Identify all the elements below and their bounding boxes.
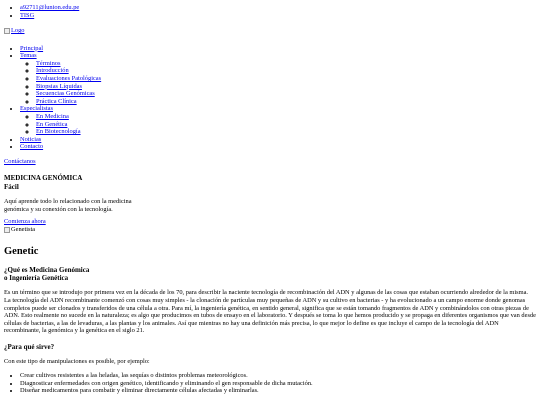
question-heading-line2: o Ingeniería Genética [4,274,69,283]
uses-list [4,372,536,395]
nav-item-principal [20,45,536,53]
submenu-item [36,128,536,136]
nav-link-medicina[interactable]: En Medicina [36,112,69,120]
nav-link-terminos[interactable]: Términos [36,59,61,67]
uses-intro: Con este tipo de manipulaciones es posible, por ejemplo: [4,358,150,366]
especialistas-submenu [20,113,536,136]
submenu-item [36,98,536,106]
temas-submenu [20,60,536,106]
top-link-item [20,4,536,12]
list-item: • Diseñar medicamentos para combatir y eliminar directamente células afectadas y eliminarlas. [20,387,536,395]
top-links [4,4,536,19]
main-nav [4,45,536,151]
tisg-link[interactable]: TISG [20,11,35,19]
nav-item-temas [20,52,536,105]
nav-link-biopsias[interactable]: Biopsias Líquidas [36,82,82,90]
submenu-item [36,83,536,91]
submenu-item [36,90,536,98]
hero-image-alt: Genetista [11,226,36,234]
submenu-item [36,121,536,129]
logo-alt-text: Logo [11,27,25,35]
submenu-item [36,113,536,121]
list-item: • Crear cultivos resistentes a las heladas, las sequías o distintos problemas meteorológicos. [20,372,536,380]
hero-title-line2: Fácil [4,182,19,191]
submenu-item [36,75,536,83]
uses-heading: ¿Para qué sirve? [4,343,55,352]
nav-link-principal[interactable]: Principal [20,44,44,52]
nav-item-noticias [20,136,536,144]
hero-text: Aquí aprende todo lo relacionado con la medicina genómica y su conexión con la tecnología. [4,198,132,213]
list-item: • Diagnosticar enfermedades con origen genético, identificando y eliminando el gen responsable de dicha mutación. [20,380,536,388]
section-title: Genetic [4,245,39,257]
hero-title-line1: MEDICINA GENÓMICA [4,174,83,183]
submenu-item [36,60,536,68]
contact-us-link[interactable]: Contáctanos [4,157,36,165]
nav-link-biotecnologia[interactable]: En Biotecnología [36,128,81,136]
nav-link-noticias[interactable]: Noticias [20,135,42,143]
top-link-item [20,12,536,20]
nav-item-especialistas [20,105,536,135]
nav-link-secuencias[interactable]: Secuencias Genómicas [36,90,95,98]
definition-paragraph: Es un término que se introdujo por primera vez en la década de los 70, para describir la naciente tecnología de recombinación del ADN y algunas de las cosas que estaban ocurriendo alrededor de la misma. La tecnología del ADN recombinante comenzó con cosas muy simples - la clonación de partículas muy pequeñas de ADN y su cultivo en bacterias - y ha evolucionado a un campo enorme donde genomas completos puede ser clonados y transferidos de una célula a otra. Para mí, la ingeniería genética, en sentido general, significa que se están tomando fragmentos de ADN y combinándolos con otras piezas de ADN. Esto realmente no sucede en la naturaleza; es algo que producimos en tubos de ensayo en el laboratorio. Y después se toma lo que hemos producido y se propaga en diferentes organismos que van desde células de bacterias, a las de levaduras, a las plantas y los animales. Así que mientras no hay una definición más precisa, lo que mejor lo define es que incluye el campo de la tecnología del ADN recombinante, la genómica y la genética en el siglo 21. [4,289,536,335]
nav-link-contacto[interactable]: Contacto [20,143,44,151]
submenu-item [36,67,536,75]
hero-image [4,226,536,234]
nav-item-contacto [20,143,536,151]
nav-link-practica[interactable]: Práctica Clínica [36,97,77,105]
nav-link-evaluaciones[interactable]: Evaluaciones Patológicas [36,74,102,82]
nav-link-introduccion[interactable]: Introducción [36,67,69,75]
nav-link-genetica[interactable]: En Genética [36,120,68,128]
start-now-link[interactable]: Comienza ahora [4,218,46,226]
logo-link[interactable] [4,27,25,35]
broken-image-icon [4,227,10,233]
hero-title [4,174,536,191]
email-link[interactable]: a92711@lunion.edu.pe [20,4,80,11]
broken-image-icon [4,28,10,34]
question-heading [4,266,536,283]
nav-link-temas[interactable]: Temas [20,52,37,60]
question-heading-line1: ¿Qué es Medicina Genómica [4,265,90,274]
nav-link-especialistas[interactable]: Especialistas [20,105,54,113]
